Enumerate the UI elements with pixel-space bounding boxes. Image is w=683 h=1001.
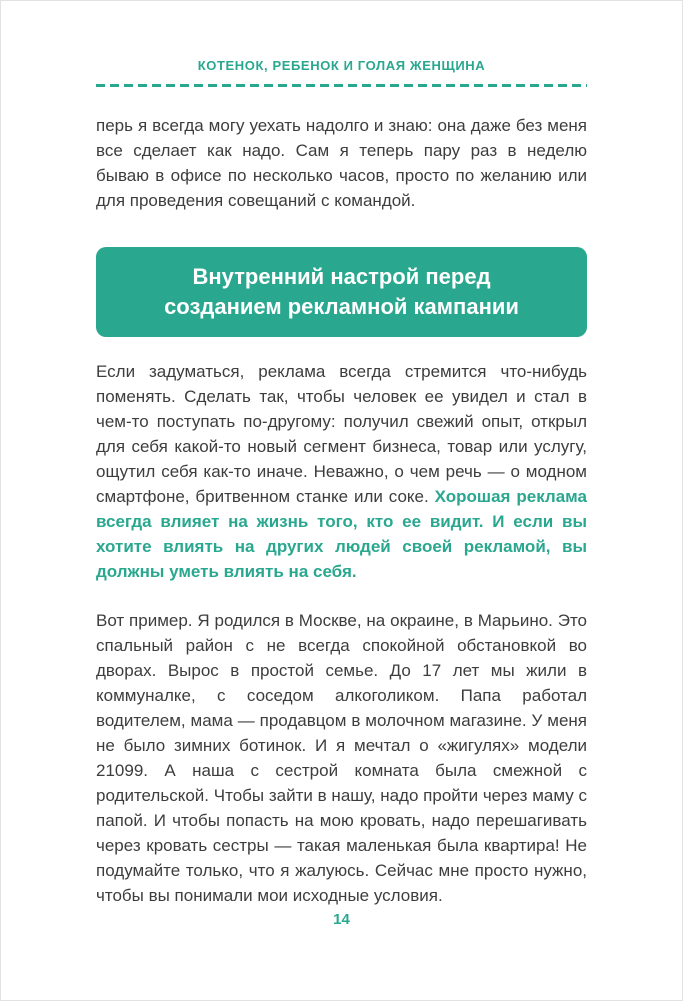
section-banner-line-1: Внутренний настрой перед: [192, 264, 491, 289]
running-header-title: КОТЕНОК, РЕБЕНОК И ГОЛАЯ ЖЕНЩИНА: [197, 58, 486, 73]
section-banner: [96, 247, 587, 337]
header-dashed-divider: [96, 84, 587, 87]
paragraph-example: Вот пример. Я родился в Москве, на окраине, в Марьино. Это спальный район с не всегда спокойной обстановкой во дворах. Вырос в простой семье. До 17 лет мы жили в коммуналке, с соседом алкоголиком. Папа работал водителем, мама — продавцом в молочном магазине. У меня не было зимних ботинок. И я мечтал о «жигулях» модели 21099. А наша с сестрой комната была смежной с родительской. Чтобы зайти в нашу, надо пройти через маму с папой. И чтобы попасть на мою кровать, надо перешагивать через кровать сестры — такая маленькая была квартира! Не подумайте только, что я жалуюсь. Сейчас мне просто нужно, чтобы вы понимали мои исходные условия.: [96, 611, 587, 905]
paragraph-reklama-normal-text: Если задуматься, реклама всегда стремится что-нибудь поменять. Сделать так, чтобы человек ее увидел и стал в чем-то поступать по-другому: получил свежий опыт, открыл для себя какой-то новый сегмент бизнеса, товар или услугу, ощутил себя как-то иначе. Неважно, о чем речь — о модном смартфоне, бритвенном станке или соке.: [96, 362, 587, 506]
paragraph-reklama: [96, 359, 587, 584]
section-banner-line-2: созданием рекламной кампании: [164, 294, 519, 319]
page-number: 14: [333, 911, 350, 928]
intro-paragraph: перь я всегда могу уехать надолго и знаю: она даже без меня все сделает как надо. Сам я теперь пару раз в неделю бываю в офисе по несколько часов, просто по желанию или для проведения совещаний с командой.: [96, 116, 587, 210]
paragraph-reklama-highlight-text: Хорошая реклама всегда влияет на жизнь того, кто ее видит. И если вы хотите влиять на других людей своей рекламой, вы должны уметь влиять на себя.: [96, 487, 587, 581]
